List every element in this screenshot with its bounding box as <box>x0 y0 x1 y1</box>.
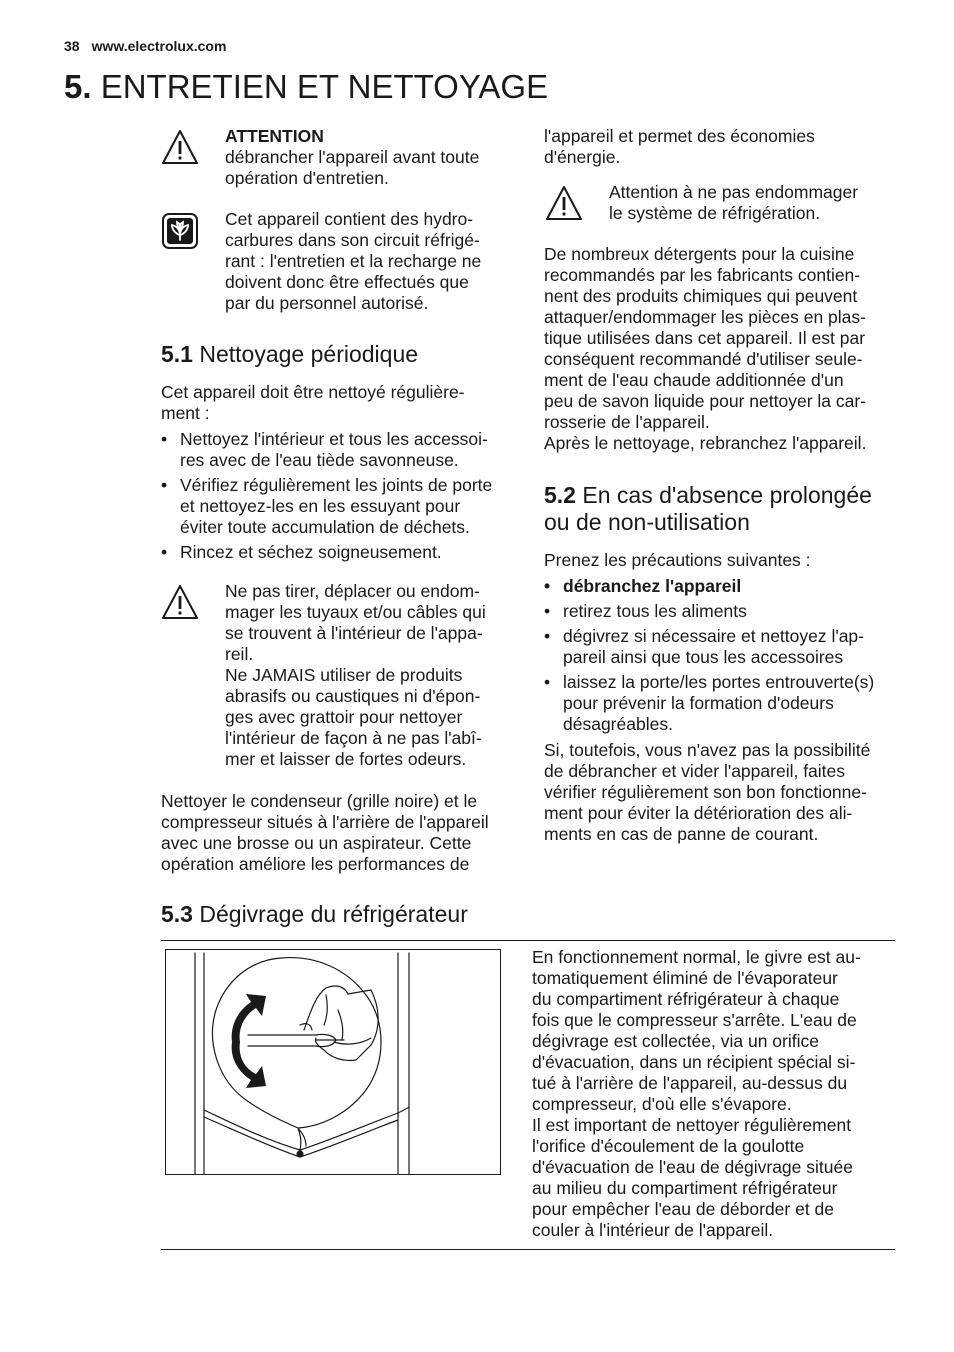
text-line: • retirez tous les aliments <box>563 601 747 621</box>
text-line: Il est important de nettoyer régulièrement <box>532 1115 852 1135</box>
text-line: débrancher l'appareil avant toute <box>225 147 480 167</box>
text-line: opération améliore les performances de <box>161 854 470 874</box>
text-line: Après le nettoyage, rebranchez l'appareil. <box>544 433 867 453</box>
text-line: éviter toute accumulation de déchets. <box>180 517 470 537</box>
text-line: attaquer/endommager les pièces en plas- <box>544 307 866 327</box>
list-item <box>161 429 516 471</box>
text-line: • laissez la porte/les portes entrouverte(s) <box>563 672 875 692</box>
text-line: De nombreux détergents pour la cuisine <box>544 244 855 264</box>
defrost-illustration <box>165 949 501 1175</box>
text-line: l'appareil et permet des économies <box>544 126 815 146</box>
warning-triangle-icon <box>544 184 584 224</box>
text-line: • Nettoyez l'intérieur et tous les accessoi- <box>180 429 488 449</box>
text-line: • dégivrez si nécessaire et nettoyez l'ap- <box>563 626 864 646</box>
list-item <box>544 601 904 622</box>
text-line: le système de réfrigération. <box>609 203 821 223</box>
text-line: tomatiquement éliminé de l'évaporateur <box>532 968 838 988</box>
text-line: désagréables. <box>563 714 673 734</box>
text-line: et nettoyez-les en les essuyant pour <box>180 496 461 516</box>
section-number: 5.1 <box>161 341 193 367</box>
text-line: pareil ainsi que tous les accessoires <box>563 647 844 667</box>
text-line: ment pour éviter la détérioration des ali- <box>544 803 853 823</box>
text-line: compresseur situés à l'arrière de l'appareil <box>161 812 489 832</box>
text-line: nent des produits chimiques qui peuvent <box>544 286 858 306</box>
text-line: au milieu du compartiment réfrigérateur <box>532 1178 838 1198</box>
text-line: conséquent recommandé d'utiliser seule- <box>544 349 863 369</box>
text-line: fois que le compresseur s'arrête. L'eau de <box>532 1010 857 1030</box>
section-title-line: ou de non-utilisation <box>544 509 750 535</box>
text-line: couler à l'intérieur de l'appareil. <box>532 1220 774 1240</box>
warning-attention <box>225 126 515 189</box>
text-line: ment de l'eau chaude additionnée d'un <box>544 370 844 390</box>
section-2-bullets <box>544 576 904 739</box>
text-line: res avec de l'eau tiède savonneuse. <box>180 450 459 470</box>
text-line: du compartiment réfrigérateur à chaque <box>532 989 840 1009</box>
text-line: vérifier régulièrement son bon fonctionne- <box>544 782 867 802</box>
website: www.electrolux.com <box>91 38 227 54</box>
text-line: l'orifice d'écoulement de la goulotte <box>532 1136 805 1156</box>
text-line: Cet appareil contient des hydro- <box>225 209 474 229</box>
text-line: mager les tuyaux et/ou câbles qui <box>225 602 486 622</box>
text-line: avec une brosse ou un aspirateur. Cette <box>161 833 472 853</box>
text-line: • Rincez et séchez soigneusement. <box>180 542 442 562</box>
environment-icon <box>160 211 200 251</box>
text-line: Si, toutefois, vous n'avez pas la possibilité <box>544 740 871 760</box>
text-line: tué à l'arrière de l'appareil, au-dessus du <box>532 1073 848 1093</box>
section-1-bullets <box>161 429 516 567</box>
text-line: Ne JAMAIS utiliser de produits <box>225 665 463 685</box>
text-line: pour empêcher l'eau de déborder et de <box>532 1199 835 1219</box>
text-line: doivent donc être effectués que <box>225 272 469 292</box>
chapter-title <box>64 68 548 106</box>
warning-title: ATTENTION <box>225 126 324 146</box>
section-number: 5.3 <box>161 901 193 927</box>
list-item <box>161 542 516 563</box>
text-line: par du personnel autorisé. <box>225 293 429 313</box>
section-2-intro: Prenez les précautions suivantes : <box>544 550 811 570</box>
text-line: Attention à ne pas endommager <box>609 182 859 202</box>
text-line: Cet appareil doit être nettoyé régulière- <box>161 382 465 402</box>
list-item <box>544 672 904 735</box>
text-line: pour prévenir la formation d'odeurs <box>563 693 834 713</box>
text-line: mer et laisser de fortes odeurs. <box>225 749 467 769</box>
text-line: ges avec grattoir pour nettoyer <box>225 707 463 727</box>
text-line: • Vérifiez régulièrement les joints de porte <box>180 475 493 495</box>
text-line: tique utilisées dans cet appareil. Il est par <box>544 328 866 348</box>
text-line: d'évacuation, dans un récipient spécial si- <box>532 1052 856 1072</box>
text-line: compresseur, d'où elle s'évapore. <box>532 1094 792 1114</box>
section-title: Dégivrage du réfrigérateur <box>199 901 468 927</box>
warning-cables <box>225 581 515 770</box>
condenser-paragraph-cont <box>544 126 904 168</box>
page-number: 38 <box>64 38 80 54</box>
text-line: reil. <box>225 644 254 664</box>
text-line: • débranchez l'appareil <box>563 576 742 596</box>
section-3-text <box>532 947 894 1241</box>
detergents-paragraph <box>544 244 904 454</box>
text-line: de débrancher et vider l'appareil, faites <box>544 761 846 781</box>
text-line: l'intérieur de façon à ne pas l'abî- <box>225 728 482 748</box>
section-2-outro <box>544 740 904 845</box>
text-line: peu de savon liquide pour nettoyer la car- <box>544 391 867 411</box>
list-item <box>544 576 904 597</box>
text-line: d'évacuation de l'eau de dégivrage située <box>532 1157 853 1177</box>
text-line: dégivrage est collectée, via un orifice <box>532 1031 819 1051</box>
section-heading-5-2 <box>544 482 914 536</box>
text-line: abrasifs ou caustiques ni d'épon- <box>225 686 481 706</box>
list-item <box>161 475 516 538</box>
section-title: Nettoyage périodique <box>199 341 419 367</box>
text-line: carbures dans son circuit réfrigé- <box>225 230 480 250</box>
text-line: d'énergie. <box>544 147 621 167</box>
section-title-line: En cas d'absence prolongée <box>582 482 872 508</box>
text-line: Ne pas tirer, déplacer ou endom- <box>225 581 480 601</box>
section-heading-5-1 <box>161 341 418 368</box>
warning-refrigeration <box>609 182 899 224</box>
environment-note <box>225 209 515 314</box>
warning-triangle-icon <box>160 128 200 168</box>
text-line: ments en cas de panne de courant. <box>544 824 819 844</box>
section-heading-5-3 <box>161 901 468 928</box>
divider-bottom <box>161 1249 895 1250</box>
text-line: recommandés par les fabricants contien- <box>544 265 861 285</box>
text-line: En fonctionnement normal, le givre est au- <box>532 947 861 967</box>
text-line: rosserie de l'appareil. <box>544 412 710 432</box>
section-1-intro <box>161 382 516 424</box>
condenser-paragraph <box>161 791 521 875</box>
defrost-drain-illustration <box>166 950 500 1174</box>
chapter-number: 5. <box>64 68 92 105</box>
list-item <box>544 626 904 668</box>
text-line: opération d'entretien. <box>225 168 389 188</box>
text-line: rant : l'entretien et la recharge ne <box>225 251 482 271</box>
chapter-title-text: ENTRETIEN ET NETTOYAGE <box>100 68 549 105</box>
page-header <box>64 38 226 54</box>
warning-triangle-icon <box>160 583 200 623</box>
divider-top <box>161 940 895 941</box>
text-line: Nettoyer le condenseur (grille noire) et le <box>161 791 478 811</box>
text-line: ment : <box>161 403 210 423</box>
text-line: se trouvent à l'intérieur de l'appa- <box>225 623 483 643</box>
section-number: 5.2 <box>544 482 576 508</box>
